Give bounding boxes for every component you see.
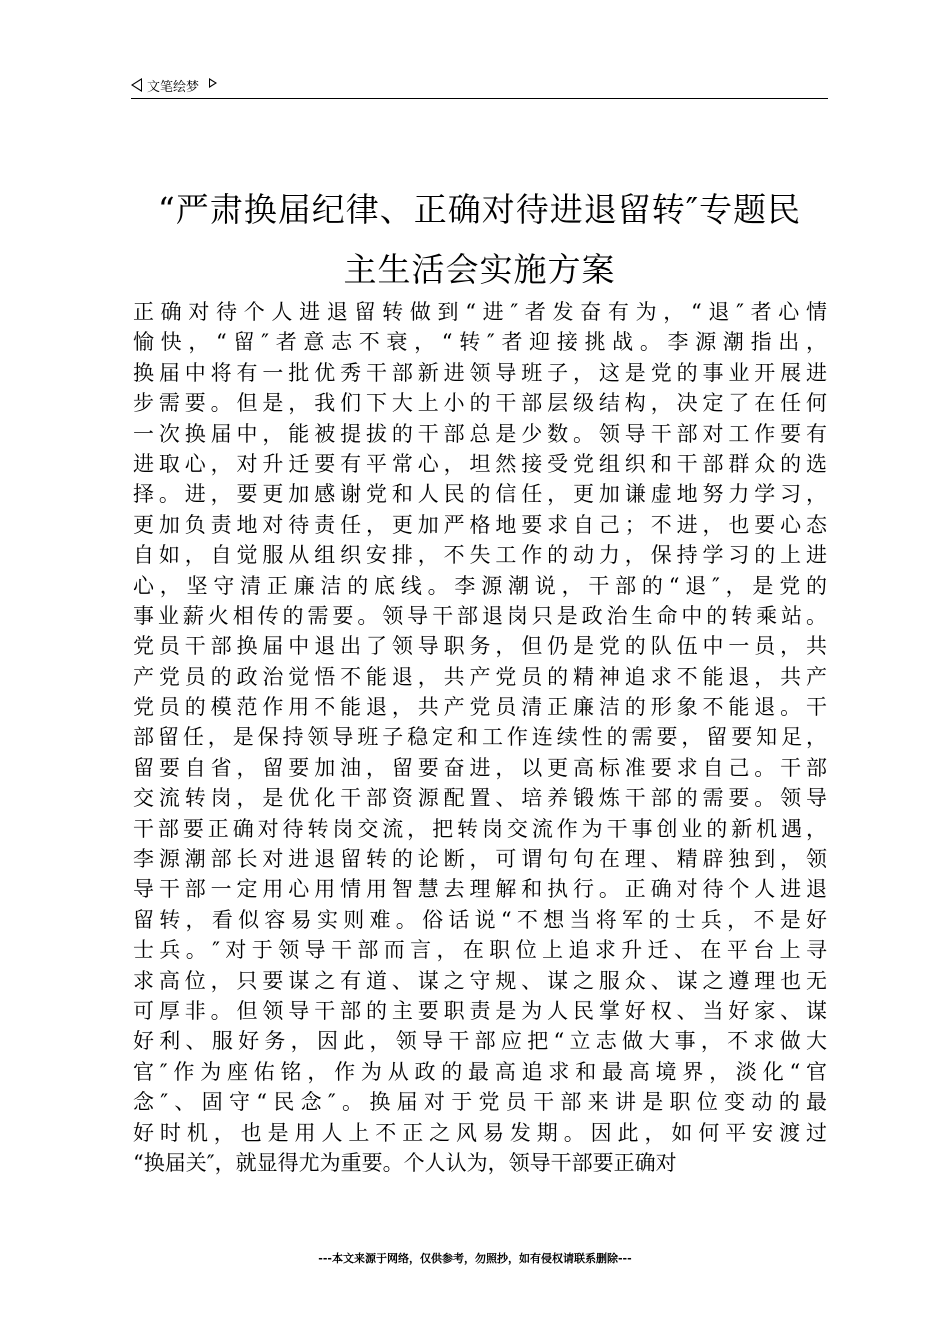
body-line: 愉快，“留″者意志不衰，“转″者迎接挑战。李源潮指出， [133,330,827,355]
body-line: 心，坚守清正廉洁的底线。李源潮说，干部的“退″，是党的 [133,573,827,598]
body-line: 择。进，要更加感谢党和人民的信任，更加谦虚地努力学习， [133,482,827,507]
body-line: 部留任，是保持领导班子稳定和工作连续性的需要，留要知足， [133,725,827,750]
body-line: 念″、固守“民念″。换届对于党员干部来讲是职位变动的最 [133,1090,827,1115]
body-paragraph [133,297,827,1178]
body-line: 自如，自觉服从组织安排，不失工作的动力，保持学习的上进 [133,543,827,568]
body-line: 留要自省，留要加油，留要奋进，以更高标准要求自己。干部 [133,755,827,780]
header-brand: 文笔绘梦 [147,79,200,95]
page-header [131,74,217,96]
body-line: 官″作为座佑铭，作为从政的最高追求和最高境界，淡化“官 [133,1059,827,1084]
body-line: 导干部一定用心用情用智慧去理解和执行。正确对待个人进退 [133,877,827,902]
body-line: 交流转岗，是优化干部资源配置、培养锻炼干部的需要。领导 [133,786,827,811]
body-line: 党员的模范作用不能退，共产党员清正廉洁的形象不能退。干 [133,695,827,720]
body-line: 步需要。但是，我们下大上小的干部层级结构，决定了在任何 [133,391,827,416]
body-line: 一次换届中，能被提拔的干部总是少数。领导干部对工作要有 [133,421,827,446]
body-line: 李源潮部长对进退留转的论断，可谓句句在理、精辟独到，领 [133,847,827,872]
body-line: 正确对待个人进退留转做到“进″者发奋有为，“退″者心情 [133,300,827,324]
body-line: 更加负责地对待责任，更加严格地要求自己；不进，也要心态 [133,512,827,537]
triangle-left-icon [131,78,142,92]
title-line-2: 主生活会实施方案 [343,250,616,289]
body-line: “换届关″，就显得尤为重要。个人认为，领导干部要正确对 [133,1150,677,1175]
body-line: 求高位，只要谋之有道、谋之守规、谋之服众、谋之遵理也无 [133,968,827,993]
body-line: 好时机，也是用人上不正之风易发期。因此，如何平安渡过 [133,1120,827,1145]
body-line: 可厚非。但领导干部的主要职责是为人民掌好权、当好家、谋 [133,998,827,1023]
body-line: 干部要正确对待转岗交流，把转岗交流作为干事创业的新机遇， [133,816,827,841]
body-line: 士兵。″对于领导干部而言，在职位上追求升迁、在平台上寻 [133,938,827,963]
triangle-right-icon [209,78,217,88]
body-line: 换届中将有一批优秀干部新进领导班子，这是党的事业开展进 [133,360,827,385]
header-divider [131,98,828,99]
body-line: 好利、服好务，因此，领导干部应把“立志做大事，不求做大 [133,1029,827,1054]
title-line-1: “严肃换届纪律、正确对待进退留转″专题民 [157,190,802,229]
footer-notice: ---本文来源于网络，仅供参考，勿照抄，如有侵权请联系删除--- [318,1252,632,1265]
document-title [131,180,828,300]
body-line: 党员干部换届中退出了领导职务，但仍是党的队伍中一员，共 [133,634,827,659]
body-line: 进取心，对升迁要有平常心，坦然接受党组织和干部群众的选 [133,451,827,476]
body-line: 事业薪火相传的需要。领导干部退岗只是政治生命中的转乘站。 [133,603,827,628]
body-line: 产党员的政治觉悟不能退，共产党员的精神追求不能退，共产 [133,664,827,689]
body-line: 留转，看似容易实则难。俗话说“不想当将军的士兵，不是好 [133,907,827,932]
